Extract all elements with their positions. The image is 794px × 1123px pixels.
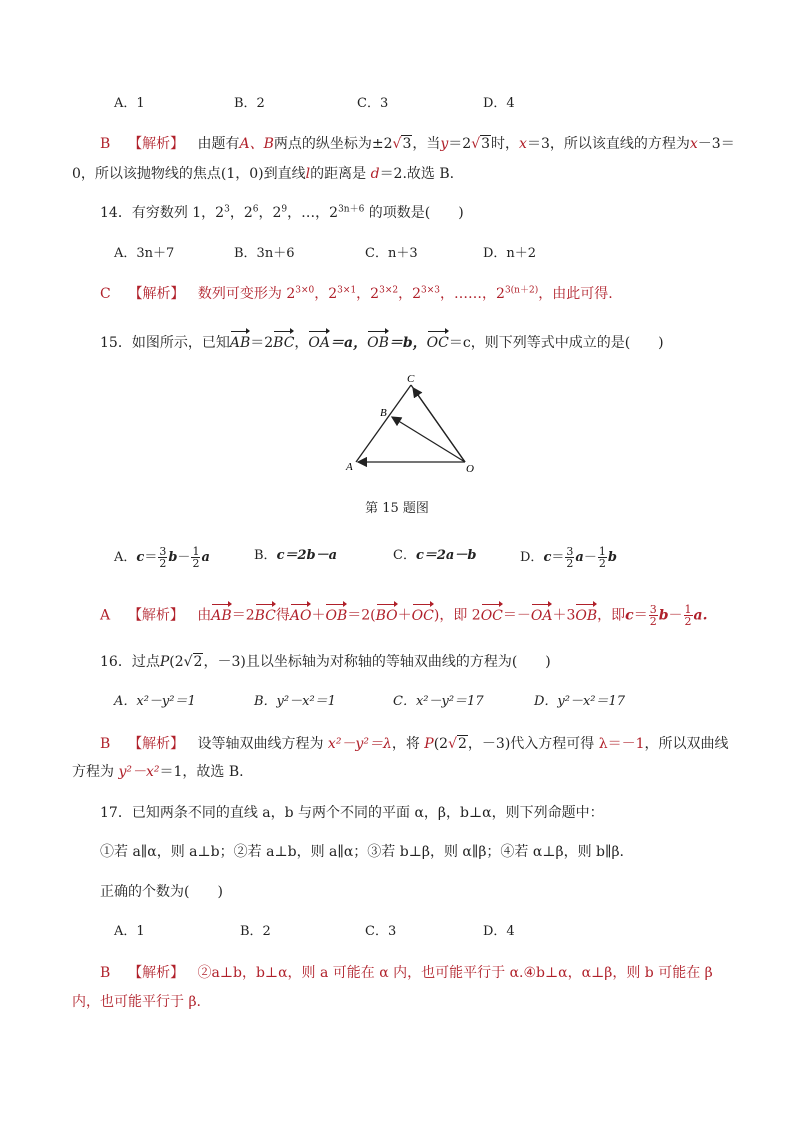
option-a: A．x²－y²＝1 — [114, 694, 196, 709]
option-a: A．3n＋7 — [114, 246, 175, 261]
option-b: B．y²－x²＝1 — [254, 694, 336, 709]
q16-stem: 16．过点P(2√2，－3)且以坐标轴为对称轴的等轴双曲线的方程为( ) — [100, 654, 551, 670]
q17-stem: 17．已知两条不同的直线 a，b 与两个不同的平面 α，β，b⊥α，则下列命题中： — [100, 805, 604, 821]
q16-analysis-line2: 方程为 y²－x²＝1，故选 B. — [72, 764, 244, 780]
label-b: B — [380, 407, 387, 419]
triangle-figure — [330, 370, 490, 480]
label-o: O — [466, 463, 474, 475]
option-d: D．c＝ $\frac{3}{2}$ a－ $\frac{1}{2}$ b — [520, 545, 617, 570]
q13-analysis-line2: 0，所以该抛物线的焦点(1，0)到直线l的距离是 d＝2.故选 B. — [72, 166, 455, 182]
q17-analysis: B 【解析】 ②a⊥b，b⊥α，则 a 可能在 α 内，也可能平行于 α.④b⊥α，α⊥β，则 b 可能在 β — [100, 965, 713, 981]
vector-oc — [413, 388, 465, 462]
vector-ob — [392, 417, 465, 462]
option-c: C．x²－y²＝17 — [393, 694, 484, 709]
label-a: A — [346, 461, 353, 473]
option-c: C．3 — [357, 96, 389, 111]
option-d: D．4 — [483, 96, 515, 111]
option-b: B．3n＋6 — [234, 246, 295, 261]
q17-analysis-line2: 内，也可能平行于 β. — [72, 994, 201, 1010]
q14-analysis: C 【解析】 数列可变形为 $2^{3\times 0}$，$2^{3\times 1}$，$2^{3\times 2}$，$2^{3\times 3}$，……，$2^{3(n+2)}$，由此可得. — [100, 285, 613, 302]
figure-caption: 第 15 题图 — [365, 501, 429, 516]
option-a: A．c＝ $\frac{3}{2}$ b－ $\frac{1}{2}$ a — [114, 545, 210, 570]
option-a: A．1 — [114, 924, 145, 939]
q17-question: 正确的个数为( ) — [100, 884, 223, 900]
option-b: B．c＝2b－a — [254, 548, 338, 563]
q14-stem: 14．有穷数列 1，$2^3$，$2^6$，$2^9$，…，$2^{3n+6}$ 的项数是( ) — [100, 204, 464, 221]
option-d: D．y²－x²＝17 — [534, 694, 626, 709]
option-a: A．1 — [114, 96, 145, 111]
option-c: C．c＝2a－b — [393, 548, 477, 563]
option-c: C．n＋3 — [365, 246, 418, 261]
option-c: C．3 — [365, 924, 397, 939]
option-b: B．2 — [234, 96, 265, 111]
q16-analysis: B 【解析】 设等轴双曲线方程为 x²－y²＝λ，将 P(2√2，－3)代入方程可得 λ＝－1，所以双曲线 — [100, 736, 729, 752]
option-d: D．n＋2 — [483, 246, 537, 261]
q13-analysis: B 【解析】 由题有A、B两点的纵坐标为±2√3，当y＝2√3时，x＝3，所以该直线的方程为x－3＝ — [100, 136, 735, 152]
option-b: B．2 — [240, 924, 271, 939]
option-d: D．4 — [483, 924, 515, 939]
q15-stem: 15．如图所示，已知AB＝2BC，OA＝a，OB＝b，OC＝c，则下列等式中成立的是( ) — [100, 335, 664, 351]
label-c: C — [407, 373, 415, 385]
q17-propositions: ①若 a∥α，则 a⊥b；②若 a⊥b，则 a∥α；③若 b⊥β，则 α∥β；④若 α⊥β，则 b∥β. — [100, 844, 625, 860]
q15-analysis: A 【解析】 由AB＝2BC得AO＋OB＝2(BO＋OC)，即 2OC＝－OA＋3OB，即c＝ $\frac{3}{2}$ b－ $\frac{1}{2}$ a. — [100, 603, 708, 628]
